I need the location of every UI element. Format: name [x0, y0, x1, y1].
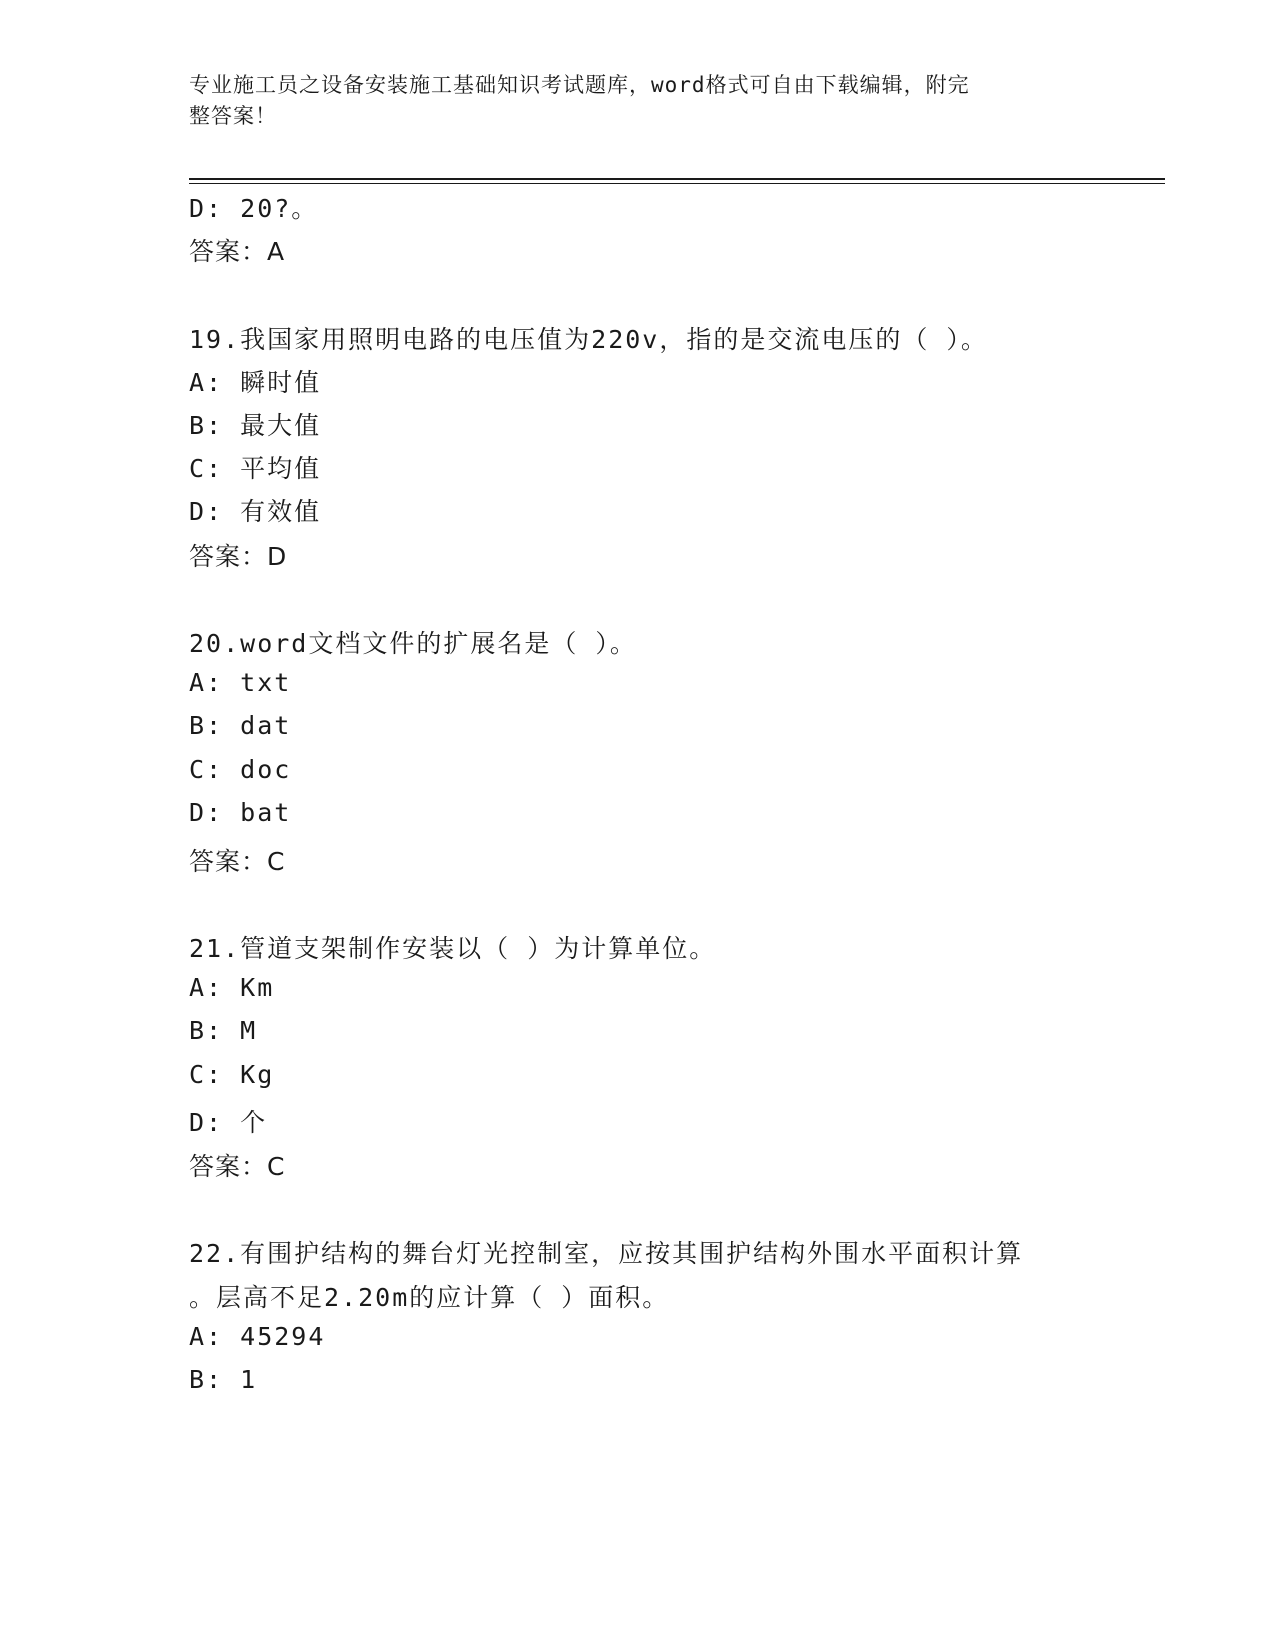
question-20-option-a: A: txt [189, 668, 292, 697]
header-line-1: 专业施工员之设备安装施工基础知识考试题库，word格式可自由下载编辑，附完 [189, 73, 970, 97]
header-divider-thin [189, 183, 1165, 184]
answer-q21: 答案：C [189, 1152, 286, 1181]
question-20-option-b: B: dat [189, 711, 292, 740]
option-d-q18: D: 20?。 [189, 194, 319, 223]
answer-q18: 答案：A [189, 237, 286, 266]
header-divider [189, 178, 1165, 180]
question-21-option-d: D: 个 [189, 1108, 268, 1137]
question-20-option-c: C: doc [189, 755, 292, 784]
question-22-stem-line-1: 22.有围护结构的舞台灯光控制室，应按其围护结构外围水平面积计算 [189, 1239, 1024, 1268]
question-20-stem: 20.word文档文件的扩展名是（ ）。 [189, 629, 637, 658]
question-19-option-d: D: 有效值 [189, 497, 322, 526]
question-21-option-b: B: M [189, 1016, 258, 1045]
question-21-option-a: A: Km [189, 973, 275, 1002]
question-21-stem: 21.管道支架制作安装以（ ）为计算单位。 [189, 934, 717, 963]
question-22-option-b: B: 1 [189, 1365, 258, 1394]
question-19-option-a: A: 瞬时值 [189, 368, 322, 397]
question-22-option-a: A: 45294 [189, 1322, 326, 1351]
question-20-option-d: D: bat [189, 798, 292, 827]
question-22-stem-line-2: 。层高不足2.20m的应计算（ ）面积。 [189, 1283, 670, 1312]
header-line-2: 整答案！ [189, 104, 277, 128]
question-19-option-b: B: 最大值 [189, 411, 322, 440]
document-header [189, 70, 1089, 132]
question-19-stem: 19.我国家用照明电路的电压值为220v，指的是交流电压的（ ）。 [189, 325, 988, 354]
question-21-option-c: C: Kg [189, 1060, 275, 1089]
answer-q20: 答案：C [189, 847, 286, 876]
question-19-option-c: C: 平均值 [189, 454, 322, 483]
answer-q19: 答案：D [189, 542, 288, 571]
